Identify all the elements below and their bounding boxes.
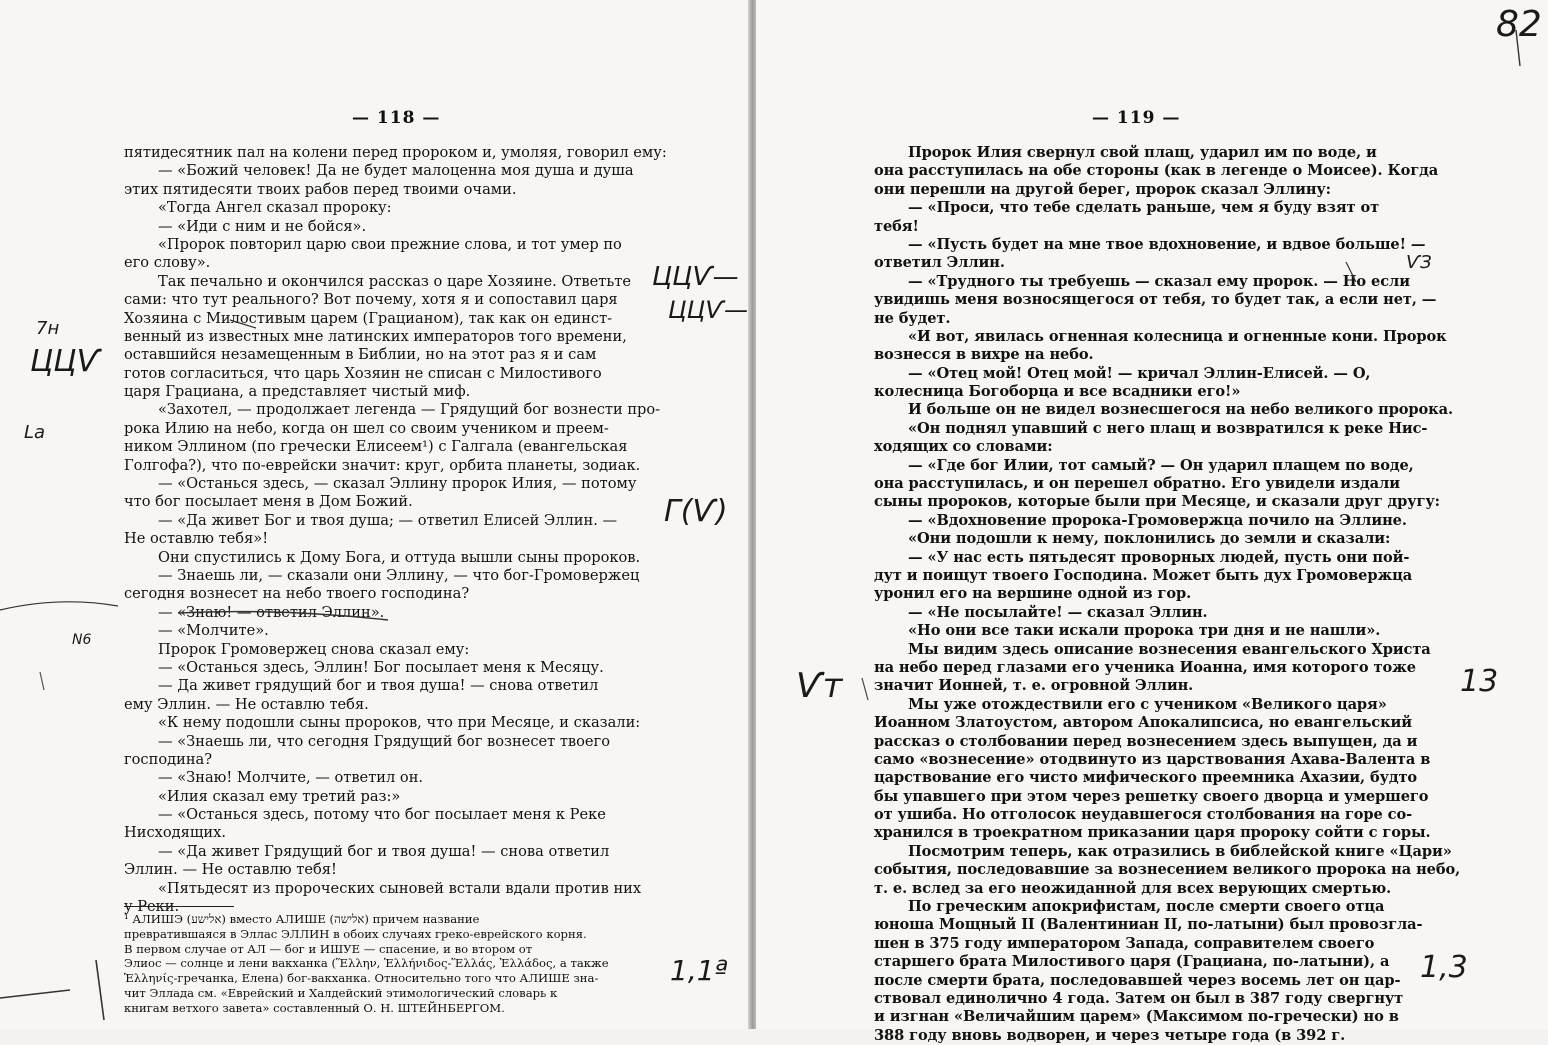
text-line: — «Знаешь ли, что сегодня Грядущий бог вознесет твоего [158,732,610,750]
text-line: не будет. [874,309,951,327]
text-line: значит Ионней, т. е. огровной Эллин. [874,677,1194,695]
text-line: у Реки. [124,898,180,916]
text-line: — «Божий человек! Да не будет малоценна моя душа и душа [158,162,634,180]
footnote-line: Ἑλληνίς-гречанка, Елена) бог-вакханка. Относительно того что АЛИШЕ зна- [124,971,599,986]
footnote-line: ¹ АЛИШЭ (אלישע) вместо АЛИШЕ (אלישה) причем название [124,912,480,926]
margin-note-1-3: 1,3 [1420,950,1468,985]
left-page-body-text [124,144,667,916]
text-line: «Но они все таки искали пророка три дня и не нашли». [908,622,1381,640]
text-line: после смерти брата, последовавшей через восемь лет он цар- [874,971,1401,989]
text-line: юноша Мощный II (Валентиниан II, по-латыни) был провозгла- [874,916,1423,934]
text-line: ствовал единолично 4 года. Затем он был в 387 году свергнут [874,989,1404,1007]
text-line: И больше он не видел вознесшегося на небо великого пророка. [908,401,1453,419]
margin-note-vt: Ѵт [796,666,843,706]
text-line: «Илия сказал ему третий раз:» [158,787,401,805]
footnote-divider [124,906,234,907]
text-line: — «Отец мой! Отец мой! — кричал Эллин-Елисей. — О, [908,364,1371,382]
text-line: «Пророк повторил царю свои прежние слова, и тот умер по [158,235,622,253]
text-line: Посмотрим теперь, как отразились в библейской книге «Цари» [908,842,1452,860]
text-line: Так печально и окончился рассказ о царе Хозяине. Ответьте [158,272,631,290]
text-line: Иоанном Златоустом, автором Апокалипсиса, но евангельский [874,714,1412,732]
text-line: на небо перед глазами его ученика Иоанна, имя которого тоже [874,658,1416,676]
text-line: события, последовавшие за вознесением великого пророка на небо, [874,861,1461,879]
text-line: По греческим апокрифистам, после смерти своего отца [908,898,1385,916]
right-page [756,0,1548,1044]
page-number-left: — 118 — [352,108,441,128]
text-line: ником Эллином (по гречески Елисеем¹) с Галгала (евангельская [124,438,628,456]
text-line: — «Трудного ты требуешь — сказал ему пророк. — Но если [908,272,1410,290]
text-line: — «Останься здесь, потому что бог посылает меня к Реке [158,806,606,824]
text-line: — «Знаю! — ответил Эллин». [158,603,385,621]
text-line: царя Грациана, а представляет чистый миф. [124,383,471,401]
text-line: и изгнан «Величайшим царем» (Максимом по-гречески) но в [874,1008,1399,1026]
text-line: пятидесятник пал на колени перед пророком и, умоляя, говорил ему: [124,144,667,161]
text-line: шен в 375 году императором Запада, соправителем своего [874,934,1375,952]
text-line: — «Не посылайте! — сказал Эллин. [908,603,1208,621]
text-line: сами: что тут реального? Вот почему, хотя я и сопоставил царя [124,291,618,309]
text-line: «К нему подошли сыны пророков, что при Месяце, и сказали: [158,714,641,732]
margin-note-right-1: ЦЦѴ— [652,262,739,292]
text-line: увидишь меня возносящегося от тебя, то будет так, а если нет, — [874,291,1437,309]
text-line: хранился в троекратном приказании царя пророку сойти с горы. [874,824,1431,842]
text-line: она расступилась, и он перешел обратно. Его увидели издали [874,475,1400,493]
text-line: Пророк Илия свернул свой плащ, ударил им по воде, и [908,144,1377,161]
text-line: тебя! [874,217,919,235]
text-line: ходящих со словами: [874,438,1053,456]
text-line: она расступилась на обе стороны (как в легенде о Моисее). Когда [874,162,1439,180]
footnote-line: Элиос — солнце и лени вакханка (Ἕλλην, Ἑλλήνιδος-Ἕλλάς, Ἑλλάδος, а также [124,956,609,971]
margin-note-v3: ѴЗ [1406,252,1432,273]
text-line: вознесся в вихре на небо. [874,346,1094,364]
footnote-line: чит Эллада см. «Еврейский и Халдейский этимологический словарь к [124,985,558,1000]
text-line: — «Да живет Грядущий бог и твоя душа! — снова ответил [158,842,610,860]
text-line: — «Где бог Илии, тот самый? — Он ударил плащем по воде, [908,456,1414,474]
text-line: «Они подошли к нему, поклонились до земли и сказали: [908,530,1391,548]
text-line: рока Илию на небо, когда он шел со своим учеником и преем- [124,419,609,437]
text-line: старшего брата Милостивого царя (Грациана, по-латыни), а [874,953,1390,971]
text-line: «И вот, явилась огненная колесница и огненные кони. Пророк [908,327,1447,345]
margin-note-la: La [24,422,46,443]
handwritten-folio-number: 82 [1496,4,1542,45]
text-line: 388 году вновь водворен, и через четыре года (в 392 г. [874,1026,1346,1044]
text-line: от ушиба. Но отголосок неудавшегося столбования на горе со- [874,806,1413,824]
text-line: «Пятьдесят из пророческих сыновей встали вдали против них [158,879,642,897]
margin-note-right-3: Г(Ѵ) [664,494,728,529]
page-number-right: — 119 — [1092,108,1181,128]
text-line: сегодня вознесет на небо твоего господина? [124,585,470,603]
footnote-line: В первом случае от АЛ — бог и ИШУЕ — спасение, и во втором от [124,941,533,956]
text-line: Эллин. — Не оставлю тебя! [124,861,337,879]
footnote-line: превратившаяся в Эллас ЭЛЛИН в обоих случаях греко-еврейского корня. [124,926,587,941]
text-line: колесница Богоборца и все всадники его!» [874,383,1241,401]
text-line: — «Знаю! Молчите, — ответил он. [158,769,424,787]
text-line: Нисходящих. [124,824,226,842]
text-line: т. е. вслед за его неожиданной для всех верующих смертью. [874,879,1392,897]
text-line: венный из известных мне латинских императоров того времени, [124,327,627,345]
text-line: они перешли на другой берег, пророк сказал Эллину: [874,180,1331,198]
margin-note-right-4: 1,1ª [670,954,728,987]
text-line: «Он поднял упавший с него плащ и возвратился к реке Нис- [908,419,1428,437]
text-line: бы упавшего при этом через решетку своего дворца и умершего [874,787,1429,805]
text-line: — Да живет грядущий бог и твоя душа! — снова ответил [158,677,599,695]
text-line: этих пятидесяти твоих рабов перед твоими очами. [124,180,517,198]
footnote [124,912,644,1016]
left-page [0,0,752,1029]
text-line: сыны пророков, которые были при Месяце, и сказали друг другу: [874,493,1440,511]
margin-note-tsv: ЦЦѴ [30,344,101,379]
text-line: — «Останься здесь, Эллин! Бог посылает меня к Месяцу. [158,658,604,676]
text-line: оставшийся незамещенным в Библии, но на этот раз я и сам [124,346,597,364]
text-line: Голгофа?), что по-еврейски значит: круг, орбита планеты, зодиак. [124,456,641,474]
text-line: Не оставлю тебя»! [124,530,269,548]
text-line: — «У нас есть пятьдесят проворных людей, пусть они пой- [908,548,1410,566]
text-line: — «Проси, что тебе сделать раньше, чем я буду взят от [908,199,1380,217]
text-line: — «Да живет Бог и твоя душа; — ответил Елисей Эллин. — [158,511,618,529]
margin-note-right-2: ЦЦѴ— [668,296,749,324]
margin-note-7h: 7н [36,318,60,339]
text-line: «Захотел, — продолжает легенда — Грядущий бог вознести про- [158,401,661,419]
text-line: его слову». [124,254,211,272]
text-line: — «Вдохновение пророка-Громовержца почило на Эллине. [908,511,1407,529]
text-line: ему Эллин. — Не оставлю тебя. [124,695,369,713]
text-line: царствование его чисто мифического преемника Ахазии, будто [874,769,1418,787]
text-line: ответил Эллин. [874,254,1005,272]
text-line: «Тогда Ангел сказал пророку: [158,199,392,217]
text-line: — «Останься здесь, — сказал Эллину пророк Илия, — потому [158,475,637,493]
text-line: Хозяина с Милостивым царем (Грацианом), так как он единст- [124,309,613,327]
margin-note-n6: N6 [72,632,92,648]
text-line: Мы уже отождествили его с учеником «Великого царя» [908,695,1387,713]
margin-note-13: 13 [1460,664,1499,699]
text-line: уронил его на вершине одной из гор. [874,585,1192,603]
text-line: Они спустились к Дому Бога, и оттуда вышли сыны пророков. [158,548,641,566]
text-line: — Знаешь ли, — сказали они Эллину, — что бог-Громовержец [158,566,640,584]
text-line: что бог посылает меня в Дом Божий. [124,493,413,511]
text-line: господина? [124,750,213,768]
text-line: — «Иди с ним и не бойся». [158,217,367,235]
text-line: дут и поищут твоего Господина. Может быть дух Громовержца [874,566,1413,584]
text-line: само «вознесение» отодвинуто из царствования Ахава-Валента в [874,750,1431,768]
text-line: рассказ о столбовании перед вознесением здесь выпущен, да и [874,732,1418,750]
text-line: готов согласиться, что царь Хозяин не списан с Милостивого [124,364,602,382]
footnote-line: книгам ветхого завета» составленный О. Н. ШТЕЙНБЕРГОМ. [124,1000,505,1015]
text-line: — «Пусть будет на мне твое вдохновение, и вдвое больше! — [908,235,1426,253]
text-line: Пророк Громовержец снова сказал ему: [158,640,470,658]
text-line: Мы видим здесь описание вознесения евангельского Христа [908,640,1431,658]
text-line: — «Молчите». [158,622,269,640]
